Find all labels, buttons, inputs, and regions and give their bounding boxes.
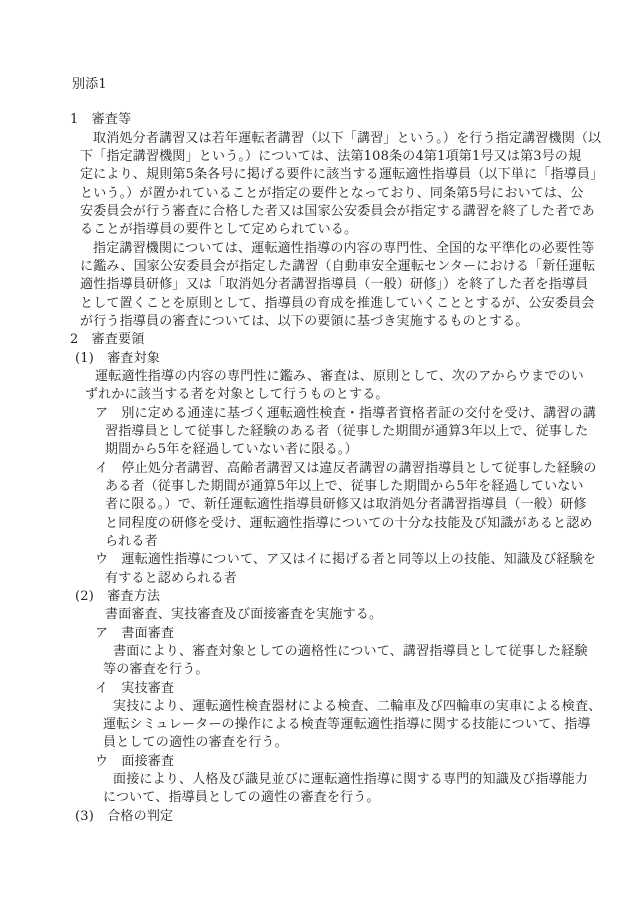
document-text-line: 定により、規則第5条各号に掲げる要件に該当する運転適性指導員（以下単に「指導員」 [80,167,604,183]
document-text-line: と同程度の研修を受け、運転適性指導についての十分な技能及び知識があると認め [105,515,593,531]
document-text-line: という。）が置かれていることが指定の要件となっており、同条第5号においては、公 [80,185,584,201]
document-text-line: イ 停止処分者講習、高齢者講習又は違反者講習の講習指導員として従事した経験の [95,460,597,476]
document-text-line: 安委員会が行う審査に合格した者又は国家公安委員会が指定する講習を終了した者であ [80,203,595,219]
document-text-line: (3) 合格の判定 [75,808,174,824]
document-text-line: に鑑み、国家公安委員会が指定した講習（自動車安全運転センターにおける「新任運転 [80,258,596,274]
document-text-line: 運転シミュレーターの操作による検査等運転適性指導に関する技能について、指導 [103,717,591,733]
document-text-line: ある者（従事した期間が通算5年以上で、従事した期間から5年を経過していない [105,478,584,494]
document-text-line: 2 審査要領 [70,332,145,348]
document-text-line: 下「指定講習機関」という。）については、法第108条の4第1項第1号又は第3号の規 [80,148,582,164]
blank-line [70,94,572,111]
document-text-line: 有すると認められる者 [105,570,238,586]
document-text-line: 1 審査等 [70,112,132,128]
document-text-line: 運転適性指導の内容の専門性に鑑み、審査は、原則として、次のアからウまでのい [95,368,584,384]
document-text-line: ることが指導員の要件として定められている。 [80,222,358,238]
document-text-line: 実技により、運転適性検査器材による検査、二輪車及び四輪車の実車による検査、 [113,698,602,714]
document-text-line: ウ 運転適性指導について、ア又はイに掲げる者と同等以上の技能、知識及び経験を [95,552,597,568]
document-text-line: (2) 審査方法 [75,588,161,604]
document-text-line: 書面審査、実技審査及び面接審査を実施する。 [105,607,383,623]
document-text-line: として置くことを原則として、指導員の育成を推進していくこととするが、公安委員会 [80,295,595,311]
document-text-line: 別添1 [72,77,107,92]
document-text-line: 指定講習機関については、運転適性指導の内容の専門性、全国的な平準化の必要性等 [93,240,595,256]
document-text-line: 習指導員として従事した経験のある者（従事した期間が通算3年以上で、従事した [105,423,589,439]
document-text-line: 書面により、審査対象としての適格性について、講習指導員として従事した経験 [113,643,588,659]
document-text-line: 者に限る。）で、新任運転適性指導員研修又は取消処分者講習指導員（一般）研修 [105,497,587,513]
document-text-line: (1) 審査対象 [75,350,161,366]
document-text-line: イ 実技審査 [95,680,175,696]
document-text-line: 等の審査を行う。 [103,662,209,678]
document-text-line: ウ 面接審査 [95,753,175,769]
document-text-line: について、指導員としての適性の審査を行う。 [103,790,380,806]
document-text-line: られる者 [105,533,158,549]
document-text-line: ア 別に定める通達に基づく運転適性検査・指導者資格者証の交付を受け、講習の講 [95,405,597,421]
document-text-line: ずれかに該当する者を対象として行うものとする。 [85,387,389,403]
document-text-line: 適性指導員研修」又は「取消処分者講習指導員（一般）研修」）を終了した者を指導員 [80,277,589,293]
document-text-line: 取消処分者講習又は若年運転者講習（以下「講習」という。）を行う指定講習機関（以 [93,130,602,146]
document-text-line: 員としての適性の審査を行う。 [103,735,288,751]
document-text-line: が行う指導員の審査については、以下の要領に基づき実施するものとする。 [80,313,529,329]
document-text-line: 面接により、人格及び識見並びに運転適性指導に関する専門的知識及び指導能力 [113,772,589,788]
document-text-line: ア 書面審査 [95,625,175,641]
document-text-line: 期間から5年を経過していない者に限る。） [105,442,358,458]
